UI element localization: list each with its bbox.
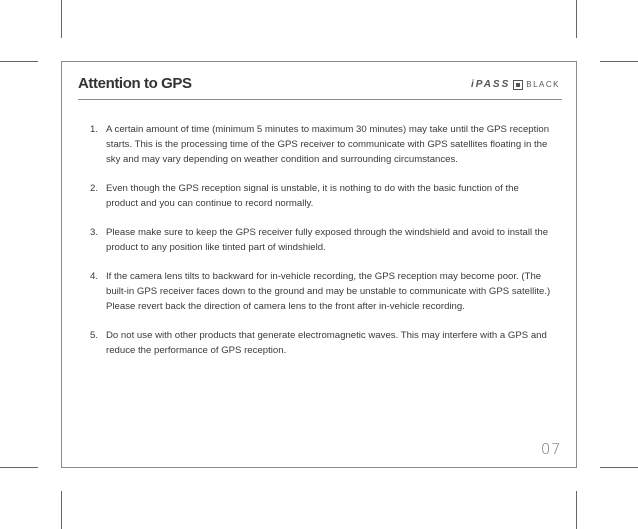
brand-name: iPASS [470, 79, 511, 90]
list-item [90, 269, 552, 314]
crop-mark [576, 491, 577, 529]
list-item [90, 225, 552, 255]
crop-mark [600, 467, 638, 468]
list-item-text: A certain amount of time (minimum 5 minutes to maximum 30 minutes) may take until the GPS reception starts. This is the processing time of the GPS receiver to communicate with GPS satellites floating in the sky and may vary depending on weather condition and surrounding circumstances. [106, 124, 550, 165]
brand-suffix: BLACK [526, 80, 560, 89]
crop-mark [576, 0, 577, 38]
gps-notes-list [90, 122, 552, 372]
camera-icon [513, 80, 523, 90]
crop-mark [0, 467, 38, 468]
list-item-text: Even though the GPS reception signal is unstable, it is nothing to do with the basic function of the product and you can continue to record normally. [106, 183, 519, 209]
list-item-text: If the camera lens tilts to backward for in-vehicle recording, the GPS reception may become poor. (The built-in GPS receiver faces down to the ground and may be unstable to communicate with GPS satellite.) Please revert back the direction of camera lens to the front after in-vehicle recording. [106, 271, 551, 312]
list-item [90, 122, 552, 167]
crop-mark [61, 0, 62, 38]
list-item-number: 3. [90, 227, 99, 238]
list-item-number: 5. [90, 330, 99, 341]
list-item-number: 1. [90, 124, 99, 135]
crop-mark [0, 61, 38, 62]
list-item-number: 2. [90, 183, 99, 194]
list-item-number: 4. [90, 271, 99, 282]
list-item-text: Do not use with other products that generate electromagnetic waves. This may interfere with a GPS and reduce the performance of GPS reception. [106, 330, 547, 356]
page-number: 07 [540, 440, 561, 458]
list-item-text: Please make sure to keep the GPS receiver fully exposed through the windshield and avoid to install the product to any position like tinted part of windshield. [106, 227, 549, 253]
page-header [78, 75, 562, 97]
header-divider [78, 99, 562, 100]
list-item [90, 328, 552, 358]
list-item [90, 181, 552, 211]
crop-mark [600, 61, 638, 62]
crop-mark [61, 491, 62, 529]
page-title: Attention to GPS [78, 75, 192, 92]
brand-logo [471, 79, 560, 90]
